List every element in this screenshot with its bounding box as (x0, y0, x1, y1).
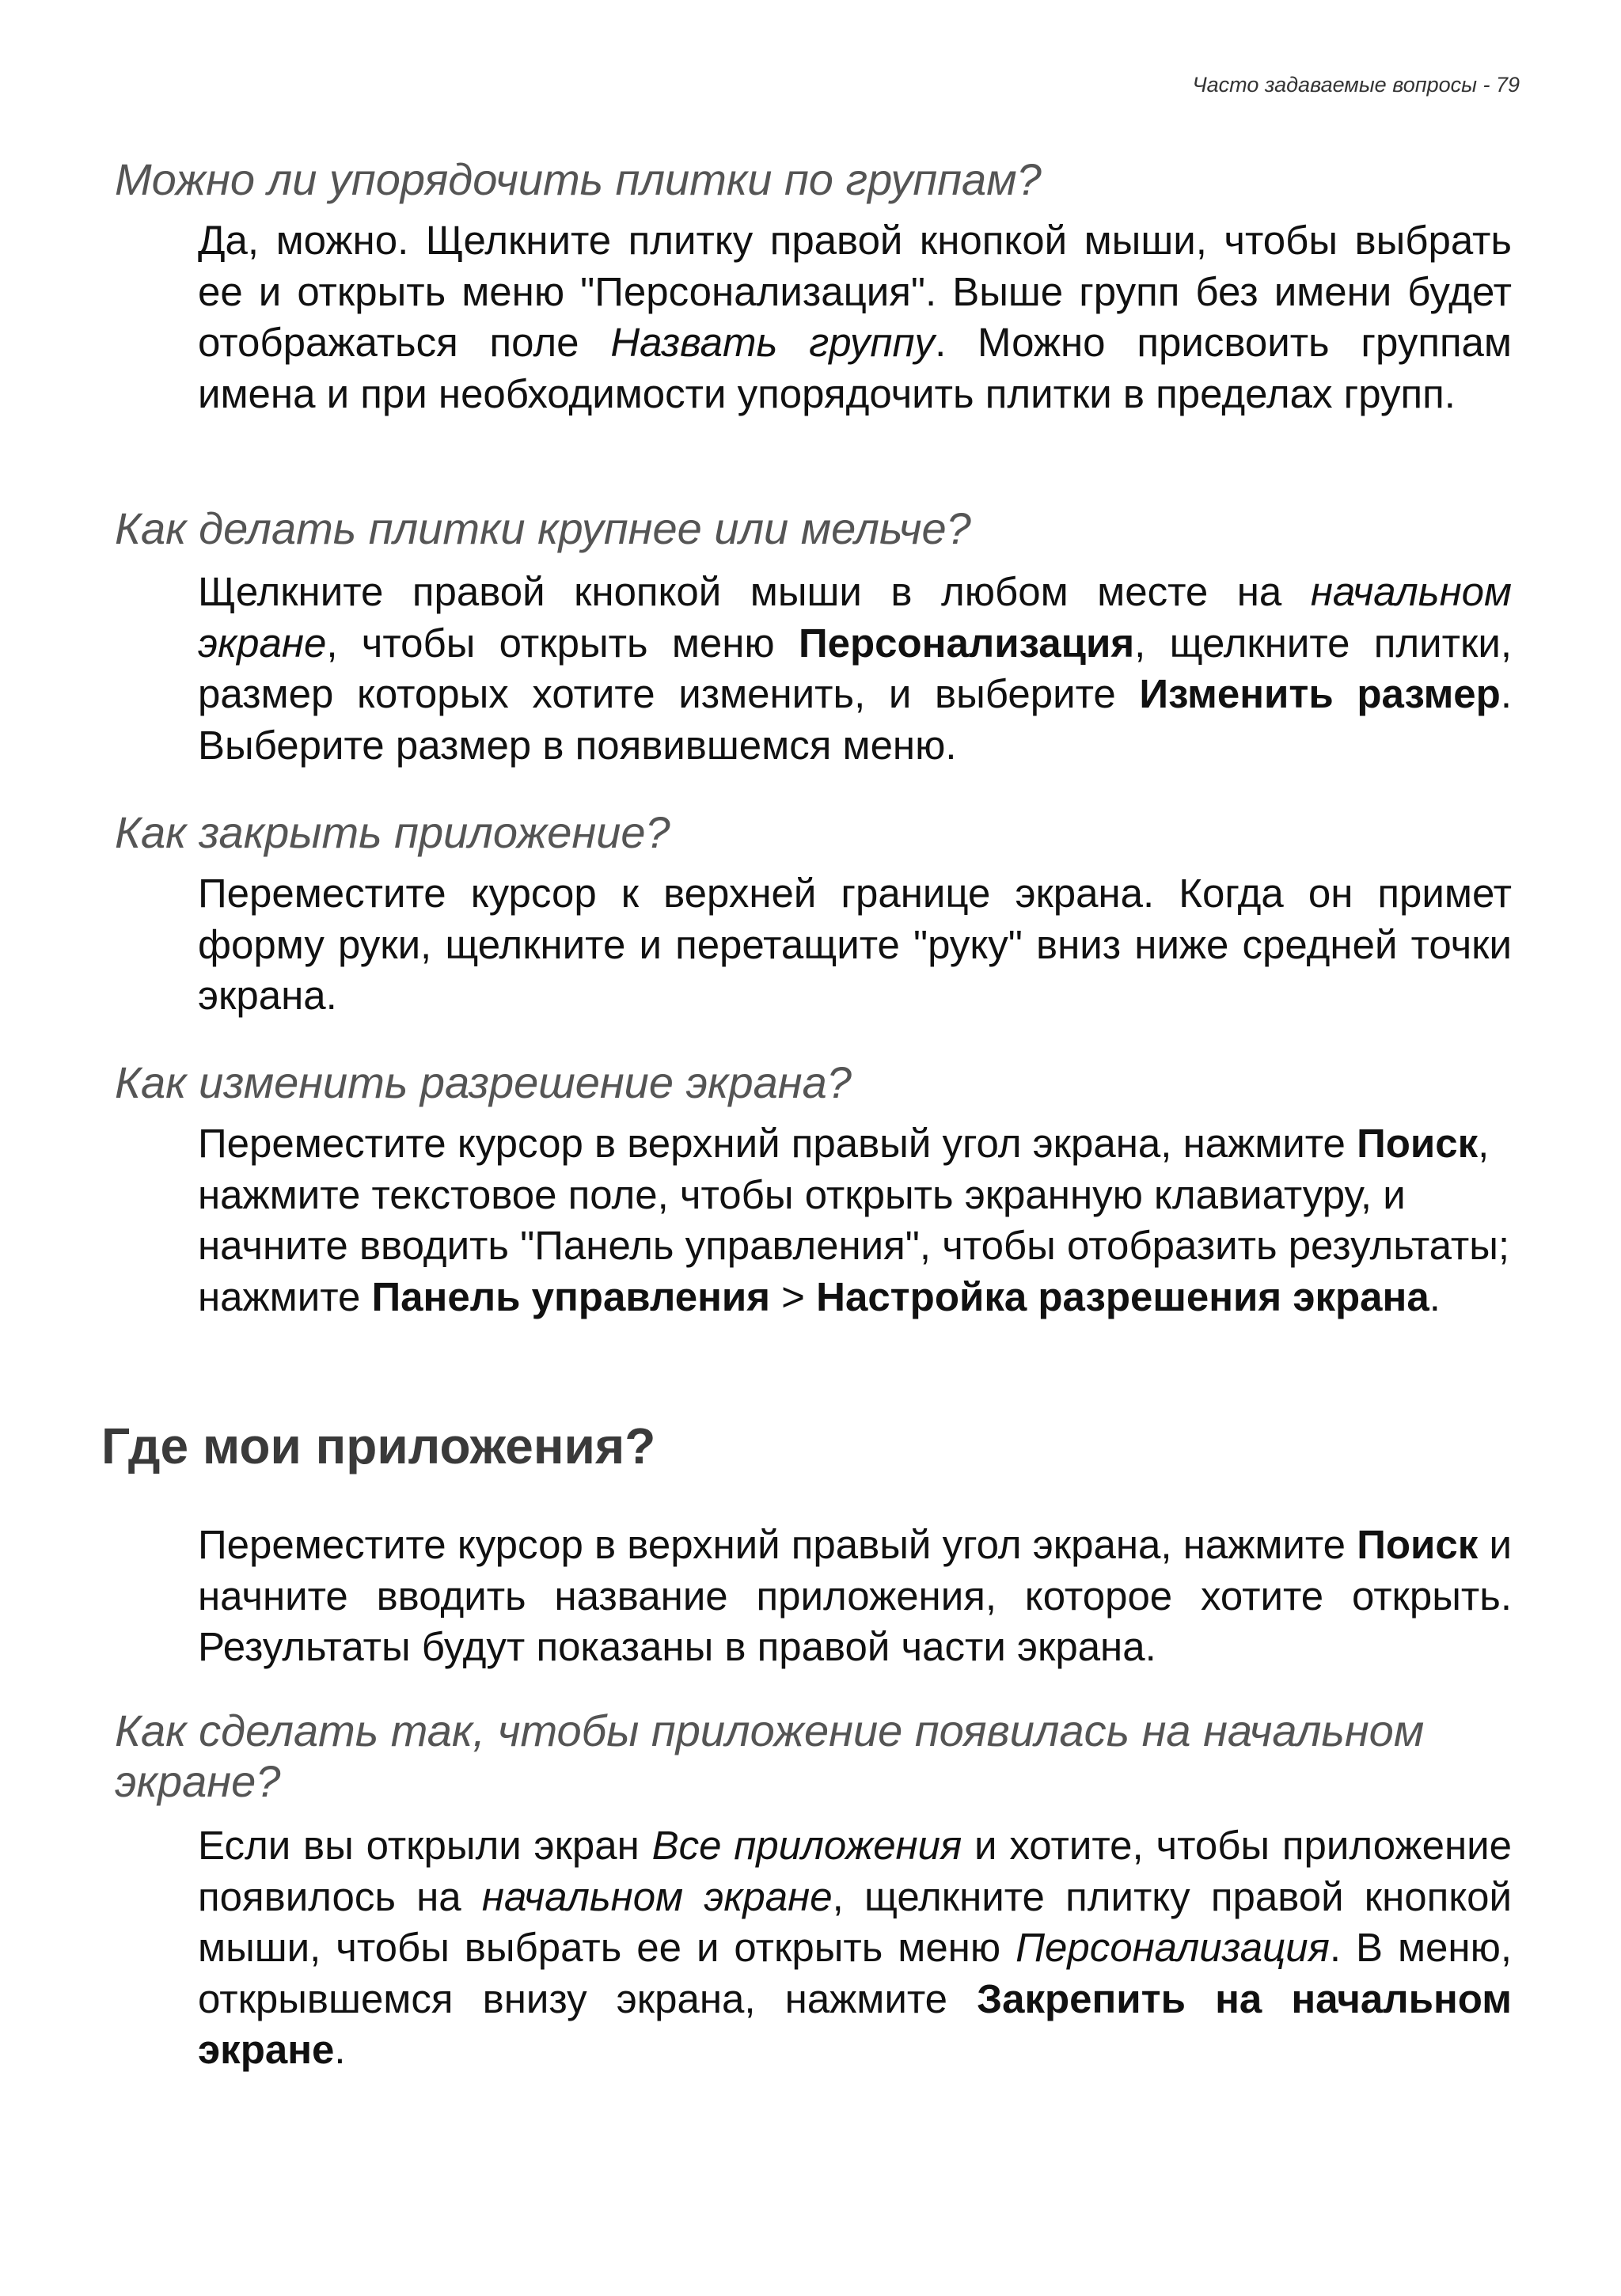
question-heading: Как делать плитки крупнее или мельче? (115, 503, 971, 553)
text-run: . Можно присвоить группам имена и при необходимости упорядочить плитки в пределах групп. (198, 320, 1512, 416)
text-run: . В меню, открывшемся внизу экрана, нажмите (198, 1925, 1512, 2021)
bold-term: Панель управления (371, 1273, 770, 1319)
answer-paragraph (198, 1520, 1512, 1673)
answer-paragraph (198, 567, 1512, 771)
bold-term: Поиск (1357, 1121, 1479, 1166)
text-run: , нажмите текстовое поле, чтобы открыть экранную клавиатуру, и начните вводить "Панель управления", чтобы отобразить результаты; нажмите (198, 1121, 1510, 1319)
answer-paragraph (198, 868, 1512, 1022)
italic-term: Персонализация (1015, 1925, 1330, 1970)
text-run: . (1429, 1273, 1441, 1319)
bold-term: Изменить размер (1139, 671, 1501, 716)
section-heading: Где мои приложения? (101, 1417, 656, 1474)
text-run: Переместите курсор в верхний правый угол экрана, нажмите (198, 1522, 1357, 1567)
text-run: Да, можно. Щелкните плитку правой кнопкой мыши, чтобы выбрать ее и открыть меню "Персонализация". Выше групп без имени будет отображаться поле (198, 218, 1512, 365)
text-run: . (334, 2027, 346, 2072)
text-run: Переместите курсор к верхней границе экрана. Когда он примет форму руки, щелкните и перетащите "руку" вниз ниже средней точки экрана. (198, 871, 1512, 1018)
text-run: . Выберите размер в появившемся меню. (198, 671, 1512, 768)
bold-term: Настройка разрешения экрана (816, 1273, 1429, 1319)
question-heading: Как изменить разрешение экрана? (115, 1057, 852, 1107)
text-run: , щелкните плитки, размер которых хотите изменить, и выберите (198, 620, 1512, 716)
text-run: , щелкните плитку правой кнопкой мыши, чтобы выбрать ее и открыть меню (198, 1873, 1512, 1970)
text-run: и хотите, чтобы приложение появилось на (198, 1823, 1512, 1919)
bold-term: Поиск (1357, 1522, 1479, 1567)
bold-term: Закрепить на начальном экране (198, 1975, 1513, 2072)
text-run: и начните вводить название приложения, которое хотите открыть. Результаты будут показаны в правой части экрана. (198, 1522, 1512, 1669)
answer-paragraph (198, 215, 1512, 419)
italic-term: Все приложения (651, 1823, 962, 1868)
text-run: > (770, 1273, 817, 1319)
question-heading: Как сделать так, чтобы приложение появилась на начальном экране? (115, 1706, 1425, 1806)
text-run: Переместите курсор в верхний правый угол экрана, нажмите (198, 1121, 1357, 1166)
bold-term: Персонализация (798, 620, 1135, 666)
italic-term: начальном экране (198, 569, 1512, 666)
text-run: Щелкните правой кнопкой мыши в любом месте на (198, 569, 1311, 614)
italic-term: начальном экране (481, 1873, 833, 1919)
italic-term: Назвать группу (610, 320, 936, 365)
answer-paragraph (198, 1118, 1512, 1323)
text-run: Если вы открыли экран (198, 1823, 652, 1868)
question-heading: Как закрыть приложение? (115, 807, 670, 857)
text-run: , чтобы открыть меню (326, 620, 799, 666)
question-heading: Можно ли упорядочить плитки по группам? (115, 154, 1042, 204)
running-header: Часто задаваемые вопросы - 79 (1192, 73, 1520, 97)
answer-paragraph (198, 1820, 1512, 2076)
